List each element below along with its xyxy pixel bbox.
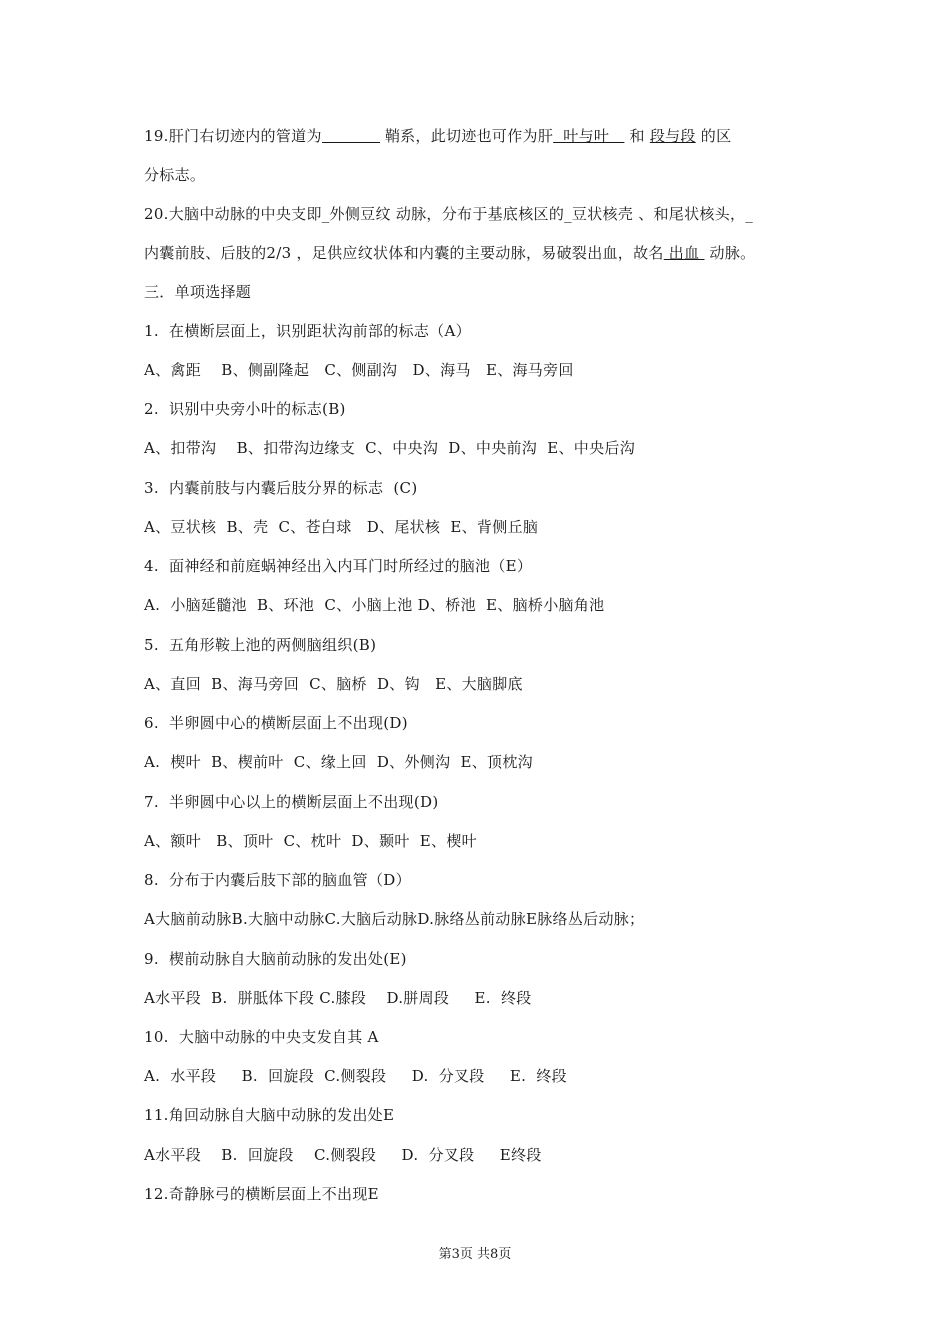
question-9: 9. 楔前动脉自大脑前动脉的发出处(E) [144, 950, 407, 968]
q19-text-3: 和 [624, 127, 650, 145]
q19-answer-2: 段与段 [649, 127, 696, 145]
q19-text: 19.肝门右切迹内的管道为 [144, 127, 322, 145]
question-2-options: A、扣带沟 B、扣带沟边缘支 C、中央沟 D、中央前沟 E、中央后沟 [144, 439, 635, 457]
q20-answer: 出血 [663, 244, 705, 262]
q19-text-4: 的区 [695, 127, 732, 145]
question-10: 10. 大脑中动脉的中央支发自其 A [144, 1028, 379, 1046]
question-2: 2. 识别中央旁小叶的标志(B) [144, 400, 346, 418]
question-11: 11.角回动脉自大脑中动脉的发出处E [144, 1106, 395, 1124]
question-19-line-1 [144, 125, 731, 147]
question-8-options: A大脑前动脉B.大脑中动脉C.大脑后动脉D.脉络丛前动脉E脉络丛后动脉； [144, 910, 645, 928]
section-title: 三．单项选择题 [144, 283, 252, 301]
question-8: 8. 分布于内囊后肢下部的脑血管（D） [144, 871, 411, 889]
question-4-options: A. 小脑延髓池 B、环池 C、小脑上池 D、桥池 E、脑桥小脑角池 [144, 596, 605, 614]
question-5: 5. 五角形鞍上池的两侧脑组织(B) [144, 636, 377, 654]
question-9-options: A水平段 B. 胼胝体下段 C.膝段 D.胼周段 E. 终段 [144, 989, 532, 1007]
question-6: 6. 半卵圆中心的横断层面上不出现(D) [144, 714, 408, 732]
question-6-options: A. 楔叶 B、楔前叶 C、缘上回 D、外侧沟 E、顶枕沟 [144, 753, 533, 771]
question-5-options: A、直回 B、海马旁回 C、脑桥 D、钩 E、大脑脚底 [144, 675, 523, 693]
question-20-line-1: 20.大脑中动脉的中央支即_外侧豆纹 动脉，分布于基底核区的_豆状核壳 、和尾状核头，_ [144, 205, 754, 223]
question-7: 7. 半卵圆中心以上的横断层面上不出现(D) [144, 793, 439, 811]
q20-text-end: 动脉。 [704, 244, 756, 262]
q19-text-2: 鞘系，此切迹也可作为肝 [379, 127, 554, 145]
question-3-options: A、豆状核 B、壳 C、苍白球 D、尾状核 E、背侧丘脑 [144, 518, 539, 536]
question-3: 3. 内囊前肢与内囊后肢分界的标志 (C) [144, 479, 418, 497]
page-footer: 第3页 共8页 [438, 1247, 512, 1262]
question-1-options: A、禽距 B、侧副隆起 C、侧副沟 D、海马 E、海马旁回 [144, 361, 574, 379]
question-20-line-2 [144, 242, 755, 264]
question-19-line-2: 分标志。 [144, 166, 206, 184]
question-7-options: A、额叶 B、顶叶 C、枕叶 D、颞叶 E、楔叶 [144, 832, 477, 850]
question-11-options: A水平段 B. 回旋段 C.侧裂段 D. 分叉段 E终段 [144, 1146, 542, 1164]
question-1: 1. 在横断层面上，识别距状沟前部的标志（A） [144, 322, 471, 340]
question-12: 12.奇静脉弓的横断层面上不出现E [144, 1185, 379, 1203]
q20-text: 内囊前肢、后肢的2/3 ，足供应纹状体和内囊的主要动脉，易破裂出血，故名 [144, 244, 664, 262]
question-10-options: A. 水平段 B. 回旋段 C.侧裂段 D. 分叉段 E. 终段 [144, 1067, 567, 1085]
question-4: 4. 面神经和前庭蜗神经出入内耳门时所经过的脑池（E） [144, 557, 533, 575]
q19-answer-1: 叶与叶 [553, 127, 625, 145]
q19-blank [322, 126, 380, 143]
